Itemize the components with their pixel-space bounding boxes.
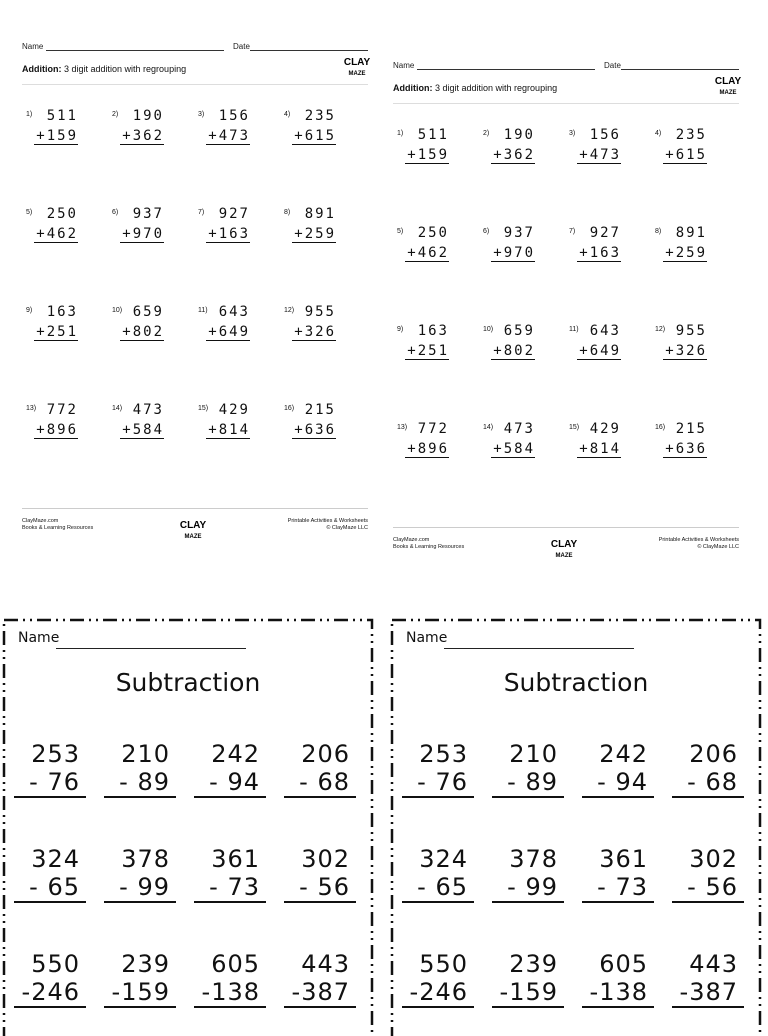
addition-problem [565,421,649,461]
minuend: 302 [301,845,350,873]
title-bold: Addition: [393,83,433,93]
second-addend: +362 [493,147,535,163]
name-line [46,50,224,51]
problem-number: 2) [483,130,490,137]
second-addend: +814 [208,422,250,438]
header-divider [393,103,739,104]
minuend: 239 [509,950,558,978]
minuend: 242 [211,740,260,768]
second-addend: +615 [294,128,336,144]
footer-divider [393,527,739,528]
footer-tagline: Books & Learning Resources [22,525,94,531]
first-addend: 235 [675,127,707,143]
name-line [444,648,634,649]
addition-problem [479,127,563,167]
first-addend: 250 [46,206,78,222]
subtrahend: - 73 [582,873,654,903]
claymaze-footer-logo [550,535,578,561]
logo-text-bottom: MAZE [719,90,737,96]
first-addend: 235 [304,108,336,124]
subtrahend: - 68 [284,768,356,798]
second-addend: +462 [36,226,78,242]
minuend: 378 [509,845,558,873]
addition-worksheet-right [393,61,742,591]
subtrahend: - 99 [492,873,564,903]
title-bold: Addition: [22,64,62,74]
addition-problem [651,127,735,167]
first-addend: 163 [417,323,449,339]
second-addend: +163 [208,226,250,242]
second-addend: +159 [407,147,449,163]
footer-printables: Printable Activities & Worksheets [287,518,368,524]
footer-logo-bottom: MAZE [555,553,573,559]
subtraction-worksheet-right [388,616,764,1036]
second-addend: +326 [665,343,707,359]
problem-number: 1) [26,111,33,118]
name-label: Name [406,630,448,646]
problem-number: 16) [655,424,666,431]
first-addend: 511 [46,108,78,124]
footer-left [22,518,93,532]
footer-right [659,537,739,551]
addition-problem [651,323,735,363]
problem-number: 11) [569,326,579,333]
date-line [250,50,368,51]
minuend: 206 [689,740,738,768]
second-addend: +584 [122,422,164,438]
footer-logo-top: CLAY [179,520,207,531]
problem-number: 15) [198,405,209,412]
subtrahend: - 89 [492,768,564,798]
subtrahend: - 65 [402,873,474,903]
worksheet-title [393,83,557,93]
problem-number: 5) [26,209,33,216]
minuend: 378 [121,845,170,873]
subtraction-worksheet-left [0,616,376,1036]
addition-problem [280,402,364,442]
subtrahend: - 65 [14,873,86,903]
addition-problem [479,421,563,461]
minuend: 210 [121,740,170,768]
subtrahend: - 73 [194,873,266,903]
minuend: 605 [599,950,648,978]
footer-site: ClayMaze.com [393,537,430,543]
addition-problem [22,108,106,148]
subtraction-problem [578,950,656,1010]
addition-problem [393,225,477,265]
second-addend: +649 [208,324,250,340]
addition-problem [565,323,649,363]
footer-left [393,537,464,551]
minuend: 324 [31,845,80,873]
first-addend: 772 [46,402,78,418]
footer-right [288,518,368,532]
first-addend: 511 [417,127,449,143]
second-addend: +896 [36,422,78,438]
first-addend: 927 [218,206,250,222]
first-addend: 163 [46,304,78,320]
subtraction-problem [398,845,476,905]
addition-problem [22,402,106,442]
subtrahend: -387 [284,978,356,1008]
second-addend: +326 [294,324,336,340]
addition-problem [280,108,364,148]
first-addend: 891 [304,206,336,222]
minuend: 324 [419,845,468,873]
second-addend: +814 [579,441,621,457]
logo-text-top: CLAY [343,57,371,68]
problem-number: 5) [397,228,404,235]
footer-copyright: © ClayMaze LLC [326,525,368,531]
first-addend: 927 [589,225,621,241]
problem-number: 10) [112,307,123,314]
second-addend: +473 [208,128,250,144]
addition-problem [393,323,477,363]
minuend: 239 [121,950,170,978]
subtraction-problem [190,845,268,905]
addition-problem [393,127,477,167]
problem-number: 4) [284,111,291,118]
second-addend: +462 [407,245,449,261]
subtrahend: -159 [492,978,564,1008]
addition-problem [194,304,278,344]
first-addend: 937 [132,206,164,222]
minuend: 443 [301,950,350,978]
subtrahend: - 56 [672,873,744,903]
first-addend: 643 [589,323,621,339]
problem-number: 11) [198,307,208,314]
subtrahend: - 94 [582,768,654,798]
claymaze-footer-logo [179,516,207,542]
problem-number: 12) [284,307,295,314]
date-label: Date [604,61,621,70]
minuend: 550 [419,950,468,978]
claymaze-logo [343,54,371,78]
first-addend: 473 [132,402,164,418]
subtraction-problem [190,950,268,1010]
second-addend: +163 [579,245,621,261]
problem-number: 8) [284,209,291,216]
addition-problem [22,304,106,344]
footer-logo-top: CLAY [550,539,578,550]
problem-number: 9) [397,326,404,333]
addition-problem [565,225,649,265]
subtraction-problem [100,845,178,905]
subtraction-problem [488,740,566,800]
footer-printables: Printable Activities & Worksheets [658,537,739,543]
subtraction-problem [190,740,268,800]
name-line [417,69,595,70]
problem-number: 6) [112,209,119,216]
second-addend: +615 [665,147,707,163]
minuend: 253 [31,740,80,768]
subtraction-problem [668,950,746,1010]
title-rest: 3 digit addition with regrouping [61,64,187,74]
minuend: 253 [419,740,468,768]
subtraction-problem [578,740,656,800]
first-addend: 473 [503,421,535,437]
name-label: Name [393,61,415,70]
second-addend: +649 [579,343,621,359]
problem-number: 13) [26,405,37,412]
minuend: 605 [211,950,260,978]
subtraction-problem [668,740,746,800]
worksheet-title: Subtraction [115,668,261,697]
addition-problem [108,304,192,344]
subtrahend: - 89 [104,768,176,798]
first-addend: 891 [675,225,707,241]
minuend: 210 [509,740,558,768]
addition-problem [194,108,278,148]
footer-logo-bottom: MAZE [184,534,202,540]
addition-problem [565,127,649,167]
subtrahend: -138 [194,978,266,1008]
subtraction-problem [280,845,358,905]
problem-number: 2) [112,111,119,118]
footer-site: ClayMaze.com [22,518,59,524]
subtrahend: -246 [14,978,86,1008]
addition-problem [22,206,106,246]
second-addend: +636 [294,422,336,438]
second-addend: +636 [665,441,707,457]
subtrahend: -159 [104,978,176,1008]
addition-worksheet-left [22,42,371,572]
name-line [56,648,246,649]
addition-problem [108,206,192,246]
first-addend: 659 [503,323,535,339]
date-label: Date [233,42,250,51]
minuend: 361 [599,845,648,873]
problem-number: 15) [569,424,580,431]
second-addend: +802 [493,343,535,359]
logo-text-bottom: MAZE [348,71,366,77]
addition-problem [280,206,364,246]
subtraction-problem [488,845,566,905]
first-addend: 156 [589,127,621,143]
first-addend: 156 [218,108,250,124]
title-rest: 3 digit addition with regrouping [432,83,558,93]
second-addend: +584 [493,441,535,457]
name-label: Name [18,630,60,646]
first-addend: 429 [589,421,621,437]
subtrahend: - 76 [14,768,86,798]
problem-number: 9) [26,307,33,314]
subtraction-problem [398,950,476,1010]
claymaze-logo [714,73,742,97]
subtrahend: - 56 [284,873,356,903]
subtraction-problem [10,950,88,1010]
addition-problem [479,225,563,265]
second-addend: +970 [122,226,164,242]
subtrahend: - 68 [672,768,744,798]
subtraction-problem [280,950,358,1010]
subtraction-problem [398,740,476,800]
header-divider [22,84,368,85]
subtrahend: -246 [402,978,474,1008]
first-addend: 937 [503,225,535,241]
addition-problem [651,421,735,461]
subtraction-problem [488,950,566,1010]
first-addend: 643 [218,304,250,320]
addition-problem [479,323,563,363]
problem-number: 8) [655,228,662,235]
name-label: Name [22,42,44,51]
subtraction-problem [10,845,88,905]
problem-number: 3) [198,111,205,118]
subtrahend: - 99 [104,873,176,903]
worksheet-title: Subtraction [503,668,649,697]
minuend: 443 [689,950,738,978]
footer-tagline: Books & Learning Resources [393,544,465,550]
minuend: 302 [689,845,738,873]
problem-number: 10) [483,326,494,333]
second-addend: +970 [493,245,535,261]
second-addend: +896 [407,441,449,457]
problem-number: 1) [397,130,404,137]
subtraction-problem [578,845,656,905]
minuend: 242 [599,740,648,768]
second-addend: +473 [579,147,621,163]
subtrahend: -138 [582,978,654,1008]
second-addend: +159 [36,128,78,144]
footer-divider [22,508,368,509]
addition-problem [393,421,477,461]
problem-number: 13) [397,424,408,431]
problem-number: 14) [112,405,123,412]
problem-number: 4) [655,130,662,137]
first-addend: 215 [304,402,336,418]
subtraction-problem [10,740,88,800]
addition-problem [280,304,364,344]
addition-problem [194,402,278,442]
problem-number: 12) [655,326,666,333]
footer-copyright: © ClayMaze LLC [697,544,739,550]
second-addend: +362 [122,128,164,144]
second-addend: +259 [665,245,707,261]
problem-number: 7) [198,209,205,216]
subtrahend: - 76 [402,768,474,798]
first-addend: 659 [132,304,164,320]
first-addend: 772 [417,421,449,437]
second-addend: +802 [122,324,164,340]
addition-problem [651,225,735,265]
minuend: 361 [211,845,260,873]
problem-number: 3) [569,130,576,137]
date-line [621,69,739,70]
minuend: 206 [301,740,350,768]
second-addend: +251 [407,343,449,359]
first-addend: 429 [218,402,250,418]
worksheet-title [22,64,186,74]
first-addend: 190 [132,108,164,124]
first-addend: 250 [417,225,449,241]
problem-number: 6) [483,228,490,235]
subtraction-problem [100,740,178,800]
first-addend: 190 [503,127,535,143]
second-addend: +251 [36,324,78,340]
first-addend: 955 [304,304,336,320]
addition-problem [108,108,192,148]
problem-number: 7) [569,228,576,235]
problem-number: 14) [483,424,494,431]
problem-number: 16) [284,405,295,412]
first-addend: 955 [675,323,707,339]
addition-problem [108,402,192,442]
subtraction-problem [668,845,746,905]
subtraction-problem [280,740,358,800]
second-addend: +259 [294,226,336,242]
addition-problem [194,206,278,246]
minuend: 550 [31,950,80,978]
subtrahend: - 94 [194,768,266,798]
first-addend: 215 [675,421,707,437]
subtrahend: -387 [672,978,744,1008]
subtraction-problem [100,950,178,1010]
logo-text-top: CLAY [714,76,742,87]
